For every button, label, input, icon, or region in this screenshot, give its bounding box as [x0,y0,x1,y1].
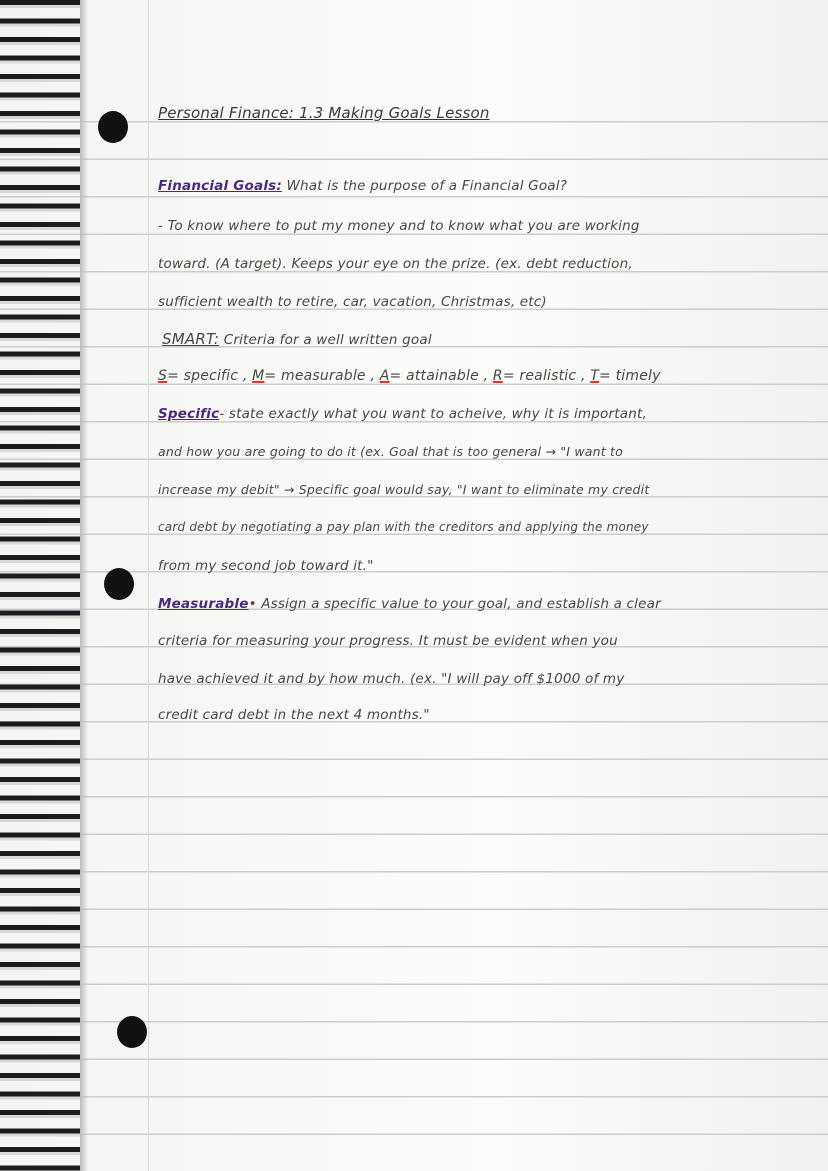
note-line: have achieved it and by how much. (ex. "I will pay off $1000 of my [158,671,625,687]
smart-word: = realistic , [502,368,586,384]
spiral-shadow [80,0,88,1171]
spiral-binding [0,0,80,1171]
note-line: card debt by negotiating a pay plan with the creditors and applying the money [158,520,649,534]
note-line: increase my debit" → Specific goal would say, "I want to eliminate my credit [158,482,650,497]
note-line: credit card debt in the next 4 months." [158,707,430,723]
punch-hole [98,111,128,143]
smart-word: = timely [599,368,661,384]
smart-line [162,330,432,348]
measurable-line [158,596,661,612]
note-line: from my second job toward it." [158,558,374,574]
smart-letter: S [158,368,168,384]
financial-goals-question-line [158,178,567,194]
smart-heading: SMART: [162,330,220,348]
note-line: sufficient wealth to retire, car, vacation, Christmas, etc) [158,294,547,310]
financial-goals-question: What is the purpose of a Financial Goal? [286,178,568,194]
smart-letter: M [252,368,265,384]
smart-letter: R [492,368,503,384]
smart-word: = measurable , [264,368,376,384]
punch-hole [117,1016,147,1048]
smart-word: = attainable , [389,368,489,384]
margin-line [148,0,149,1171]
smart-word: = specific , [167,368,248,384]
note-text: - state exactly what you want to acheive, why it is important, [219,406,647,422]
specific-heading: Specific [158,406,220,422]
note-line: and how you are going to do it (ex. Goal that is too general → "I want to [158,444,623,459]
smart-items-line [158,368,661,384]
specific-line [158,406,647,422]
smart-letter: A [379,368,390,384]
financial-goals-heading: Financial Goals: [158,178,282,194]
page-title: Personal Finance: 1.3 Making Goals Lesson [158,104,490,122]
note-line: criteria for measuring your progress. It must be evident when you [158,633,618,649]
smart-text: Criteria for a well written goal [223,332,432,348]
measurable-heading: Measurable [158,596,249,612]
note-line: - To know where to put my money and to know what you are working [158,218,640,234]
note-text: • Assign a specific value to your goal, and establish a clear [248,596,661,612]
punch-hole [104,568,134,600]
note-line: toward. (A target). Keeps your eye on the prize. (ex. debt reduction, [158,256,633,272]
smart-letter: T [590,368,600,384]
